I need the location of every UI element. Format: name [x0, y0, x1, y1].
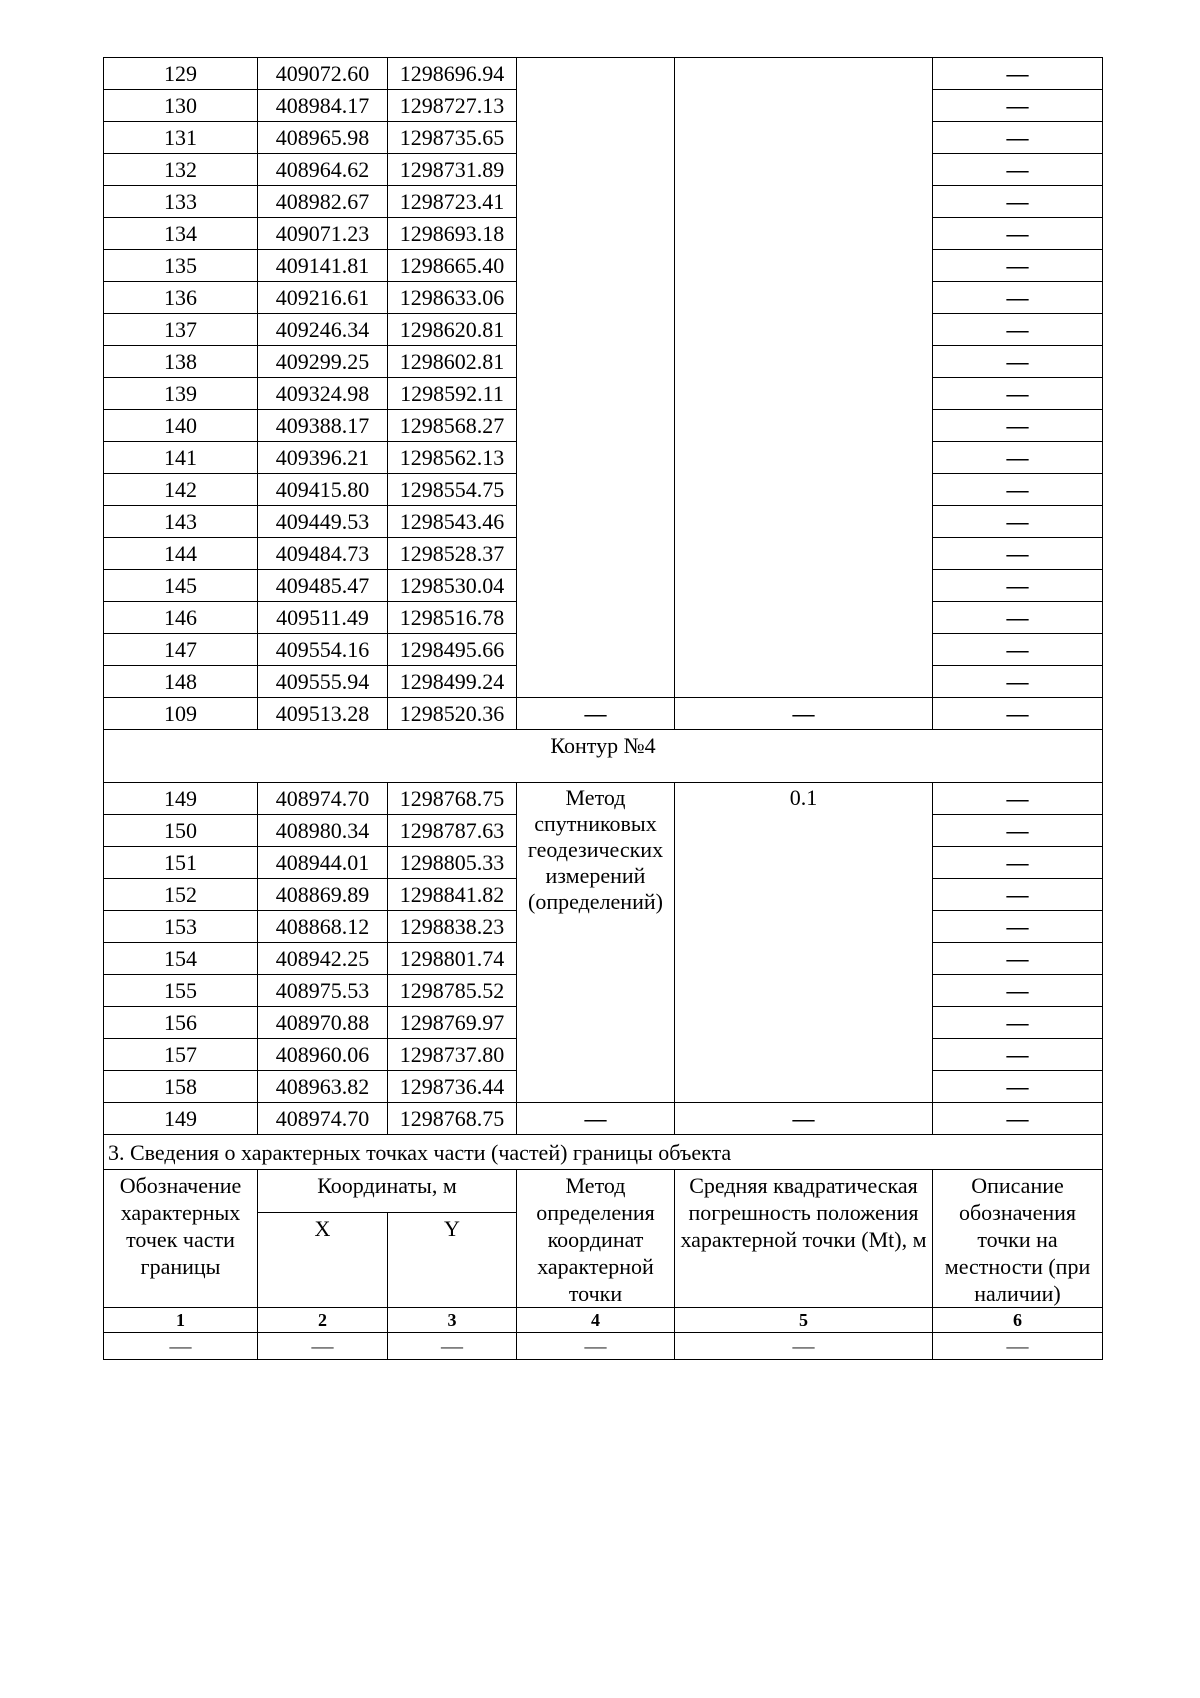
coord-y: 1298562.13 — [388, 442, 517, 474]
point-number: 141 — [104, 442, 258, 474]
point-number: 135 — [104, 250, 258, 282]
section-title-row — [104, 1135, 1103, 1170]
coord-y: 1298769.97 — [388, 1007, 517, 1039]
point-number: 145 — [104, 570, 258, 602]
table-row — [104, 58, 1103, 90]
coord-y: 1298768.75 — [388, 1103, 517, 1135]
coord-y: 1298727.13 — [388, 90, 517, 122]
coord-y: 1298530.04 — [388, 570, 517, 602]
description-cell: — — [933, 58, 1103, 90]
point-number: 138 — [104, 346, 258, 378]
table-row-closing — [104, 1103, 1103, 1135]
description-cell: — — [933, 879, 1103, 911]
coord-x: 408944.01 — [258, 847, 388, 879]
error-cell — [675, 58, 933, 698]
empty-cell: — — [104, 1333, 258, 1360]
header-designation: Обозначение характерных точек части границы — [104, 1170, 258, 1308]
column-number: 3 — [388, 1308, 517, 1333]
point-number: 155 — [104, 975, 258, 1007]
coord-x: 409388.17 — [258, 410, 388, 442]
coord-x: 408942.25 — [258, 943, 388, 975]
empty-cell: — — [258, 1333, 388, 1360]
coord-y: 1298499.24 — [388, 666, 517, 698]
description-cell: — — [933, 975, 1103, 1007]
description-cell: — — [933, 666, 1103, 698]
coord-x: 408982.67 — [258, 186, 388, 218]
table-row-closing — [104, 698, 1103, 730]
description-cell: — — [933, 1071, 1103, 1103]
empty-cell: — — [933, 1333, 1103, 1360]
coordinates-table — [103, 57, 1103, 1360]
point-number: 158 — [104, 1071, 258, 1103]
coord-x: 408974.70 — [258, 1103, 388, 1135]
point-number: 136 — [104, 282, 258, 314]
coord-y: 1298592.11 — [388, 378, 517, 410]
column-number: 1 — [104, 1308, 258, 1333]
coord-x: 408974.70 — [258, 783, 388, 815]
coord-x: 408984.17 — [258, 90, 388, 122]
coord-y: 1298633.06 — [388, 282, 517, 314]
coord-x: 408869.89 — [258, 879, 388, 911]
coord-x: 409511.49 — [258, 602, 388, 634]
coord-x: 409484.73 — [258, 538, 388, 570]
description-cell: — — [933, 410, 1103, 442]
coord-x: 409216.61 — [258, 282, 388, 314]
description-cell: — — [933, 314, 1103, 346]
header-coords: Координаты, м — [258, 1170, 517, 1213]
method-cell: — — [517, 1103, 675, 1135]
description-cell: — — [933, 250, 1103, 282]
column-number: 2 — [258, 1308, 388, 1333]
coord-y: 1298805.33 — [388, 847, 517, 879]
column-number: 6 — [933, 1308, 1103, 1333]
coord-y: 1298731.89 — [388, 154, 517, 186]
header-method: Метод определения координат характерной точки — [517, 1170, 675, 1308]
coord-x: 409246.34 — [258, 314, 388, 346]
point-number: 148 — [104, 666, 258, 698]
coord-y: 1298785.52 — [388, 975, 517, 1007]
column-number: 5 — [675, 1308, 933, 1333]
point-number: 149 — [104, 783, 258, 815]
empty-cell: — — [517, 1333, 675, 1360]
point-number: 132 — [104, 154, 258, 186]
coord-y: 1298520.36 — [388, 698, 517, 730]
coord-x: 409141.81 — [258, 250, 388, 282]
coord-x: 408975.53 — [258, 975, 388, 1007]
description-cell: — — [933, 783, 1103, 815]
error-cell: — — [675, 698, 933, 730]
table-row-empty — [104, 1333, 1103, 1360]
coord-x: 409449.53 — [258, 506, 388, 538]
point-number: 131 — [104, 122, 258, 154]
coord-y: 1298693.18 — [388, 218, 517, 250]
method-cell — [517, 58, 675, 698]
point-number: 137 — [104, 314, 258, 346]
header-row — [104, 1170, 1103, 1213]
empty-cell: — — [388, 1333, 517, 1360]
column-number-row — [104, 1308, 1103, 1333]
coord-x: 409554.16 — [258, 634, 388, 666]
coord-y: 1298665.40 — [388, 250, 517, 282]
coord-y: 1298495.66 — [388, 634, 517, 666]
point-number: 144 — [104, 538, 258, 570]
method-cell: — — [517, 698, 675, 730]
point-number: 130 — [104, 90, 258, 122]
header-y: Y — [388, 1213, 517, 1308]
description-cell: — — [933, 282, 1103, 314]
description-cell: — — [933, 218, 1103, 250]
coord-x: 409513.28 — [258, 698, 388, 730]
point-number: 143 — [104, 506, 258, 538]
description-cell: — — [933, 1007, 1103, 1039]
point-number: 109 — [104, 698, 258, 730]
description-cell: — — [933, 378, 1103, 410]
coord-y: 1298723.41 — [388, 186, 517, 218]
coord-x: 409485.47 — [258, 570, 388, 602]
coord-x: 409299.25 — [258, 346, 388, 378]
point-number: 134 — [104, 218, 258, 250]
coord-x: 409396.21 — [258, 442, 388, 474]
error-cell: 0.1 — [675, 783, 933, 1103]
point-number: 157 — [104, 1039, 258, 1071]
coord-y: 1298516.78 — [388, 602, 517, 634]
column-number: 4 — [517, 1308, 675, 1333]
table-row — [104, 783, 1103, 815]
method-cell: Метод спутниковых геодезических измерений (определений) — [517, 783, 675, 1103]
description-cell: — — [933, 602, 1103, 634]
description-cell: — — [933, 538, 1103, 570]
header-description: Описание обозначения точки на местности (при наличии) — [933, 1170, 1103, 1308]
coord-y: 1298736.44 — [388, 1071, 517, 1103]
coord-y: 1298838.23 — [388, 911, 517, 943]
coord-y: 1298528.37 — [388, 538, 517, 570]
coord-y: 1298543.46 — [388, 506, 517, 538]
header-x: X — [258, 1213, 388, 1308]
coord-y: 1298568.27 — [388, 410, 517, 442]
point-number: 152 — [104, 879, 258, 911]
header-error: Средняя квадратическая погрешность положения характерной точки (Mt), м — [675, 1170, 933, 1308]
point-number: 150 — [104, 815, 258, 847]
empty-cell: — — [675, 1333, 933, 1360]
point-number: 147 — [104, 634, 258, 666]
description-cell: — — [933, 570, 1103, 602]
point-number: 139 — [104, 378, 258, 410]
description-cell: — — [933, 1039, 1103, 1071]
coord-x: 408960.06 — [258, 1039, 388, 1071]
description-cell: — — [933, 346, 1103, 378]
coord-y: 1298801.74 — [388, 943, 517, 975]
coord-y: 1298554.75 — [388, 474, 517, 506]
description-cell: — — [933, 442, 1103, 474]
point-number: 151 — [104, 847, 258, 879]
coord-y: 1298735.65 — [388, 122, 517, 154]
point-number: 133 — [104, 186, 258, 218]
coord-y: 1298841.82 — [388, 879, 517, 911]
description-cell: — — [933, 186, 1103, 218]
coord-x: 409324.98 — [258, 378, 388, 410]
coord-x: 408980.34 — [258, 815, 388, 847]
description-cell: — — [933, 154, 1103, 186]
description-cell: — — [933, 506, 1103, 538]
description-cell: — — [933, 122, 1103, 154]
contour-title: Контур №4 — [104, 730, 1103, 783]
coord-x: 408965.98 — [258, 122, 388, 154]
contour-title-row — [104, 730, 1103, 783]
description-cell: — — [933, 474, 1103, 506]
point-number: 149 — [104, 1103, 258, 1135]
description-cell: — — [933, 943, 1103, 975]
coord-x: 408970.88 — [258, 1007, 388, 1039]
point-number: 156 — [104, 1007, 258, 1039]
point-number: 129 — [104, 58, 258, 90]
coord-y: 1298737.80 — [388, 1039, 517, 1071]
description-cell: — — [933, 911, 1103, 943]
point-number: 153 — [104, 911, 258, 943]
coord-x: 409415.80 — [258, 474, 388, 506]
point-number: 146 — [104, 602, 258, 634]
coord-x: 408964.62 — [258, 154, 388, 186]
point-number: 142 — [104, 474, 258, 506]
description-cell: — — [933, 634, 1103, 666]
section-title: 3. Сведения о характерных точках части (частей) границы объекта — [104, 1135, 1103, 1170]
coord-x: 409072.60 — [258, 58, 388, 90]
point-number: 140 — [104, 410, 258, 442]
coord-y: 1298602.81 — [388, 346, 517, 378]
description-cell: — — [933, 698, 1103, 730]
description-cell: — — [933, 847, 1103, 879]
coord-x: 409555.94 — [258, 666, 388, 698]
description-cell: — — [933, 1103, 1103, 1135]
point-number: 154 — [104, 943, 258, 975]
coord-y: 1298696.94 — [388, 58, 517, 90]
coord-y: 1298768.75 — [388, 783, 517, 815]
coord-y: 1298620.81 — [388, 314, 517, 346]
coord-y: 1298787.63 — [388, 815, 517, 847]
coord-x: 409071.23 — [258, 218, 388, 250]
description-cell: — — [933, 90, 1103, 122]
error-cell: — — [675, 1103, 933, 1135]
coord-x: 408868.12 — [258, 911, 388, 943]
coord-x: 408963.82 — [258, 1071, 388, 1103]
description-cell: — — [933, 815, 1103, 847]
